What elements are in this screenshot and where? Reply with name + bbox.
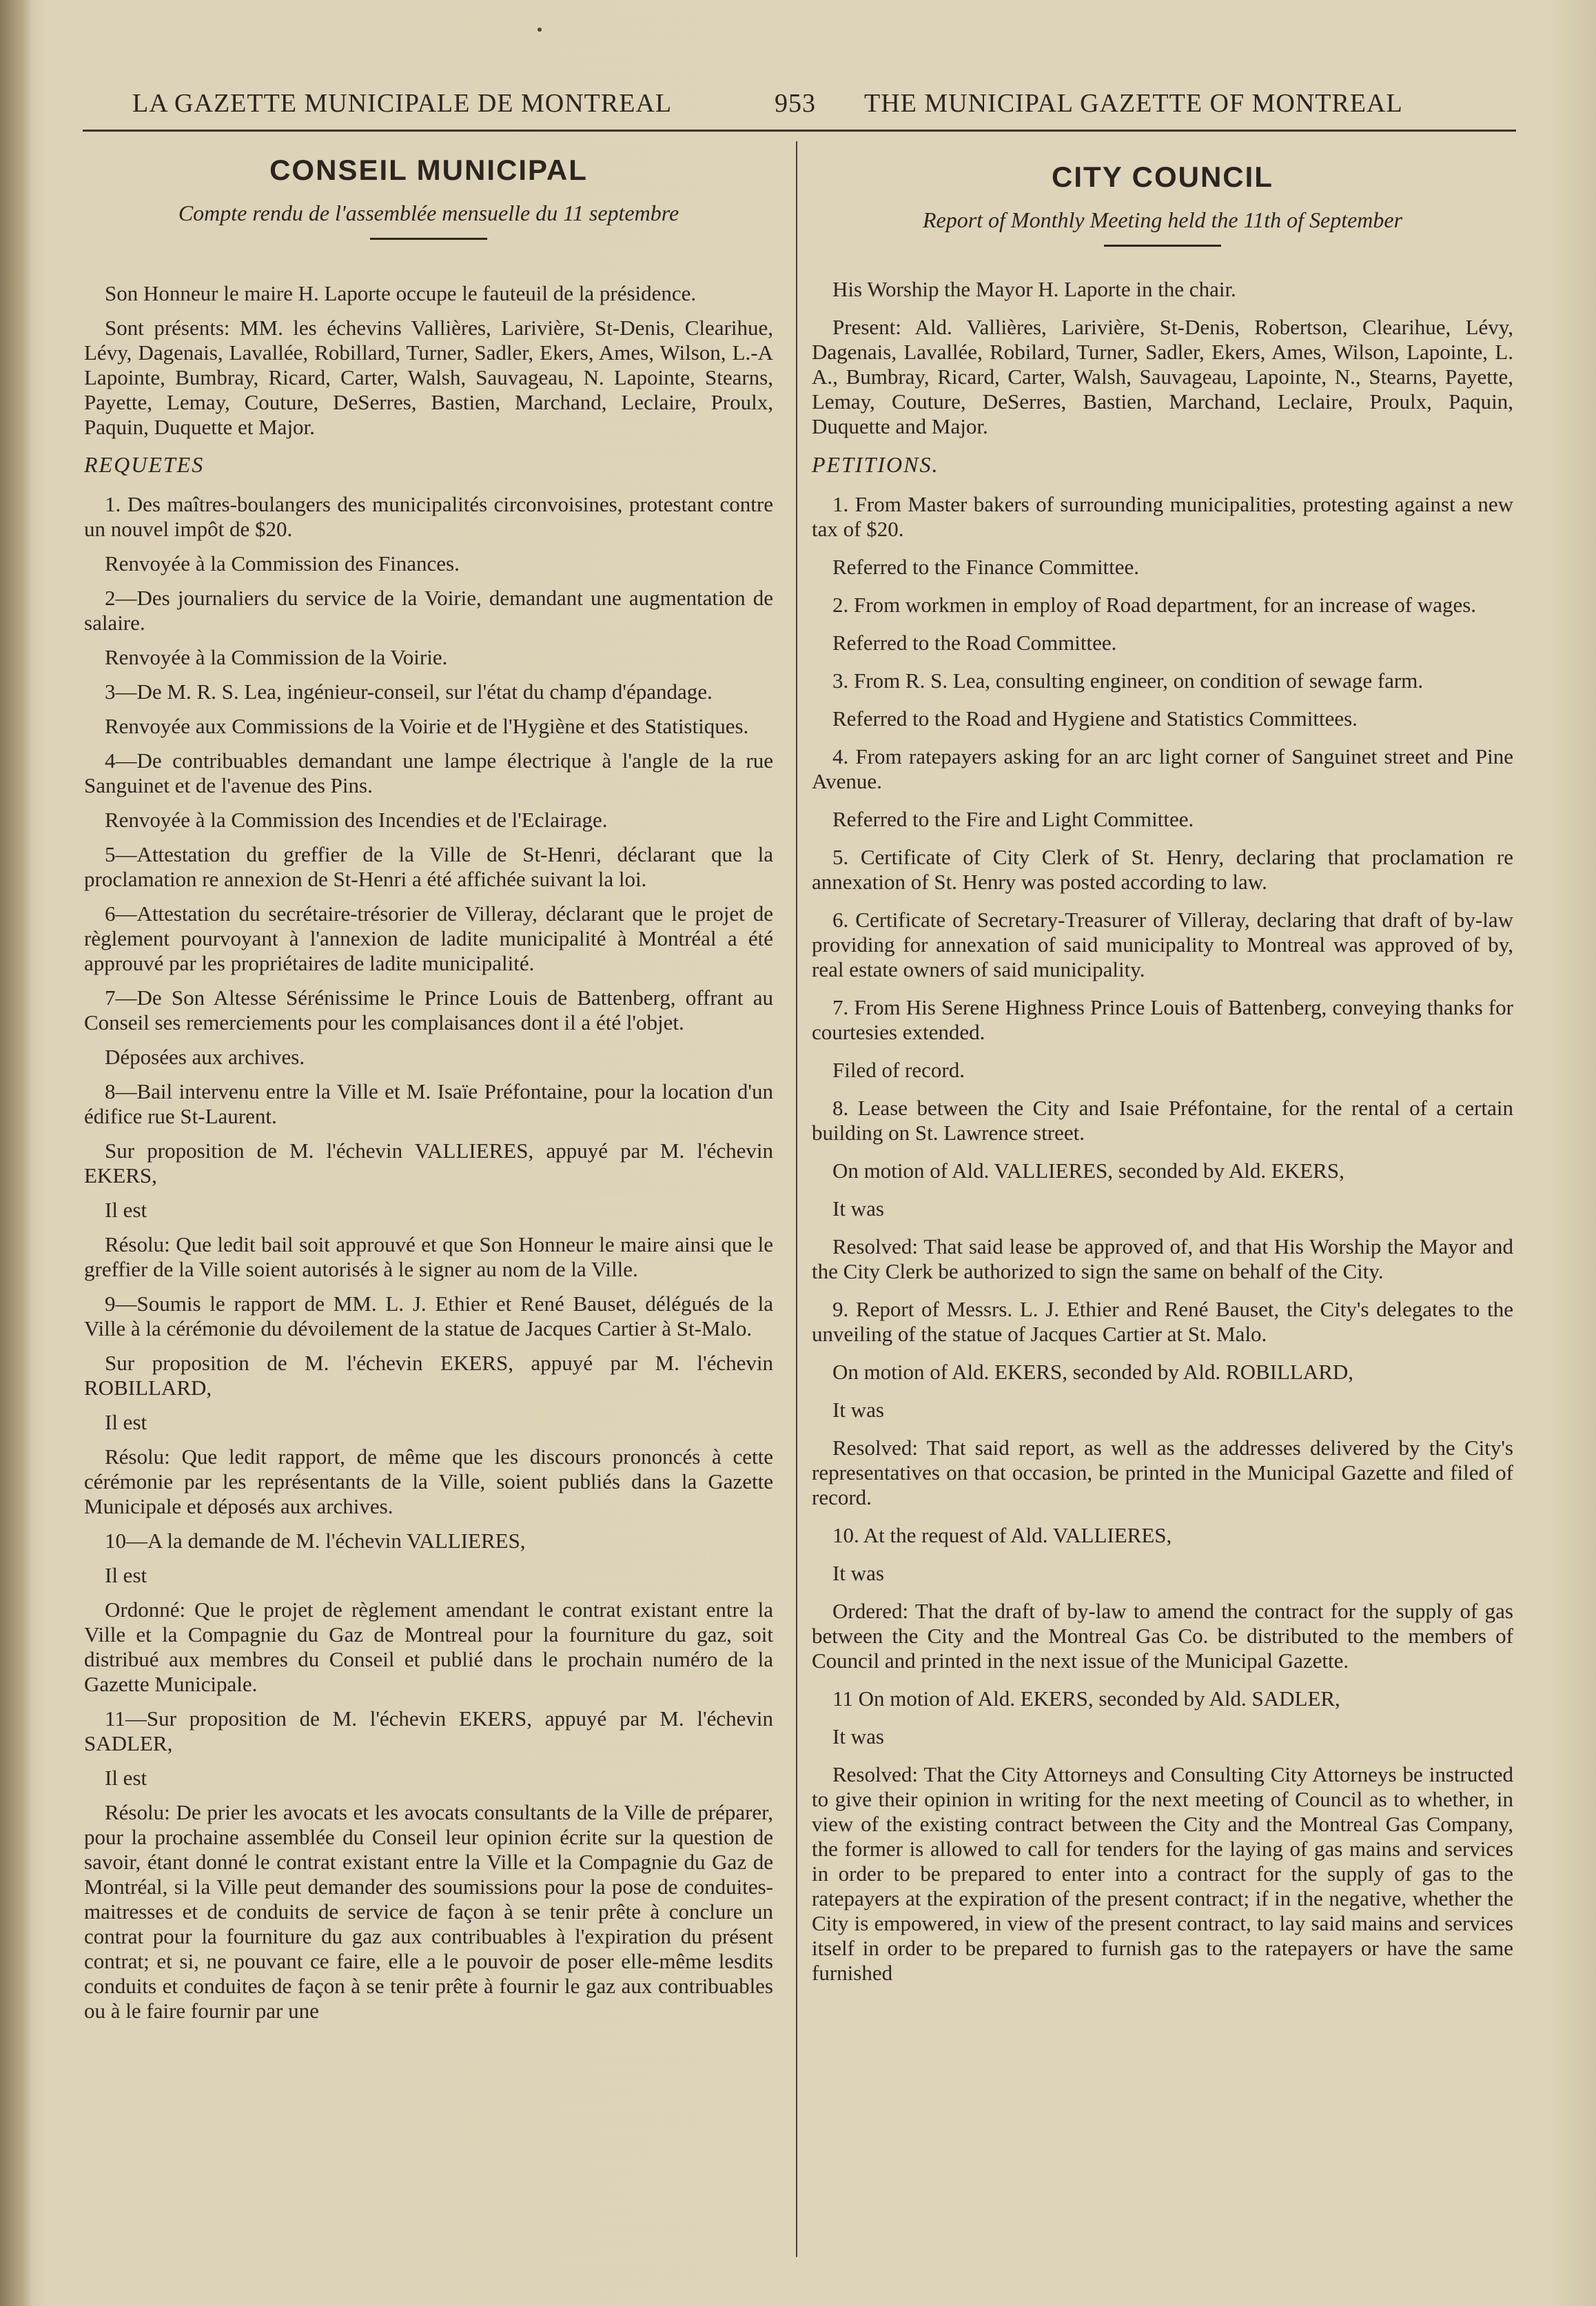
french-item: 5—Attestation du greffier de la Ville de St-Henri, déclarant que la proclamation re annexion de St-Henri a été affichée suivant la loi. [84,842,773,891]
french-item: Résolu: Que ledit bail soit approuvé et que Son Honneur le maire ainsi que le greffier de la Ville soient autorisés à le signer au nom de la Ville. [84,1232,773,1281]
english-petitions-heading: PETITIONS. [812,452,939,477]
french-item: Renvoyée à la Commission des Incendies et de l'Eclairage. [105,808,608,832]
english-item: 10. At the request of Ald. VALLIERES, [832,1523,1172,1547]
english-item: Referred to the Road and Hygiene and Statistics Committees. [832,706,1358,731]
english-item: 4. From ratepayers asking for an arc light corner of Sanguinet street and Pine Avenue. [812,744,1513,793]
english-intro-paragraph: His Worship the Mayor H. Laporte in the chair. [832,277,1236,301]
french-item: 8—Bail intervenu entre la Ville et M. Isaïe Préfontaine, pour la location d'un édifice rue St-Laurent. [84,1079,773,1128]
header-english-title: THE MUNICIPAL GAZETTE OF MONTREAL [864,89,1403,118]
english-item: It was [832,1398,884,1422]
english-item: On motion of Ald. EKERS, seconded by Ald. ROBILLARD, [832,1360,1354,1384]
header-french-title: LA GAZETTE MUNICIPALE DE MONTREAL [132,89,673,118]
english-item: 5. Certificate of City Clerk of St. Henry, declaring that proclamation re annexation of St. Henry was posted according to law. [812,845,1513,894]
french-item: 11—Sur proposition de M. l'échevin EKERS, appuyé par M. l'échevin SADLER, [84,1706,773,1755]
english-item: Ordered: That the draft of by-law to amend the contract for the supply of gas between the City and the Montreal Gas Co. be distributed to the members of Council and printed in the next issue of the Municipal Gazette. [812,1599,1513,1673]
french-item: Sur proposition de M. l'échevin VALLIERES, appuyé par M. l'échevin EKERS, [84,1139,773,1187]
french-item: Il est [105,1563,147,1587]
french-item: 1. Des maîtres-boulangers des municipalités circonvoisines, protestant contre un nouvel impôt de $20. [84,492,773,541]
french-item: Sur proposition de M. l'échevin EKERS, appuyé par M. l'échevin ROBILLARD, [84,1351,773,1400]
english-item: 3. From R. S. Lea, consulting engineer, on condition of sewage farm. [832,669,1424,693]
header-rule [83,130,1516,132]
french-column [84,155,773,2033]
french-item: Déposées aux archives. [105,1045,305,1069]
english-item: On motion of Ald. VALLIERES, seconded by Ald. EKERS, [832,1159,1344,1183]
french-intro-paragraph: Son Honneur le maire H. Laporte occupe le fauteuil de la présidence. [105,281,697,305]
english-item: 9. Report of Messrs. L. J. Ethier and René Bauset, the City's delegates to the unveiling of the statue of Jacques Cartier at St. Malo. [812,1297,1513,1346]
french-subtitle: Compte rendu de l'assemblée mensuelle du 11 septembre [178,201,679,225]
english-item: Resolved: That said report, as well as the addresses delivered by the City's representatives on that occasion, be printed in the Municipal Gazette and filed of record. [812,1436,1513,1509]
english-item: 1. From Master bakers of surrounding municipalities, protesting against a new tax of $20. [812,492,1513,541]
english-section-title: CITY COUNCIL [1052,161,1273,193]
french-title-rule [370,238,487,240]
french-item: 6—Attestation du secrétaire-trésorier de Villeray, déclarant que le projet de règlement pourvoyant à l'annexion de ladite municipalité à Montréal a été approuvé par les propriétaires de ladite municipalité. [84,901,773,975]
english-item: 6. Certificate of Secretary-Treasurer of Villeray, declaring that draft of by-law providing for annexation of said municipality to Montreal was approved of by, real estate owners of said municipality. [812,908,1513,981]
french-item: 3—De M. R. S. Lea, ingénieur-conseil, sur l'état du champ d'épandage. [105,680,713,704]
english-item: Referred to the Finance Committee. [832,555,1140,579]
english-item: 8. Lease between the City and Isaie Préfontaine, for the rental of a certain building on St. Lawrence street. [812,1096,1513,1145]
english-item: Filed of record. [832,1058,965,1082]
french-attendance-paragraph: Sont présents: MM. les échevins Vallières, Larivière, St-Denis, Clearihue, Lévy, Dagenais, Lavallée, Robillard, Turner, Sadler, Ekers, Ames, Wilson, L.-A Lapointe, Bumbray, Ricard, Carter, Walsh, Sauvageau, N. Lapointe, Stearns, Payette, Lemay, Couture, DeSerres, Bastien, Marchand, Leclaire, Proulx, Paquin, Duquette et Major. [84,316,773,439]
french-item: Renvoyée aux Commissions de la Voirie et de l'Hygiène et des Statistiques. [105,714,749,738]
english-item: 11 On motion of Ald. EKERS, seconded by Ald. SADLER, [832,1686,1340,1711]
english-item: Resolved: That the City Attorneys and Consulting City Attorneys be instructed to give their opinion in writing for the next meeting of Council as to whether, in view of the existing contract between the City and the Montreal Gas Company, the former is allowed to call for tenders for the laying of gas mains and services in order to be prepared to enter into a contract for the supply of gas to the ratepayers at the expiration of the present contract; if in the negative, whether the City is empowered, in view of the present contract, to lay said mains and services itself in order to be prepared to furnish gas to the ratepayers or have the same furnished [812,1762,1513,1985]
english-item: It was [832,1724,884,1748]
french-item: Il est [105,1410,147,1434]
french-item: Il est [105,1198,147,1222]
french-petitions-heading: REQUETES [84,452,205,477]
english-subtitle: Report of Monthly Meeting held the 11th of September [922,207,1403,232]
english-item: It was [832,1561,884,1585]
english-column [812,155,1513,1999]
english-item: Resolved: That said lease be approved of, and that His Worship the Mayor and the City Clerk be authorized to sign the same on behalf of the City. [812,1234,1513,1283]
french-item: Il est [105,1766,147,1790]
english-item: Referred to the Road Committee. [832,631,1117,655]
french-item: 2—Des journaliers du service de la Voirie, demandant une augmentation de salaire. [84,586,773,635]
french-item: Renvoyée à la Commission de la Voirie. [105,645,448,669]
french-item: Résolu: De prier les avocats et les avocats consultants de la Ville de préparer, pour la prochaine assemblée du Conseil leur opinion écrite sur la question de savoir, étant donné le contrat existant entre la Ville et la Compagnie du Gaz de Montréal, si la Ville peut demander des soumissions pour la pose de conduites-maitresses et de conduits de service de façon à se tenir prête à conclure un contrat pour la fourniture du gaz aux contribuables à l'expiration du présent contrat; et si, ne pouvant ce faire, elle a le pouvoir de poser elle-même lesdits conduits et conduites de façon à se tenir prête à fournir le gaz aux contribuables ou à le faire fournir par une [84,1800,773,2023]
english-item: 7. From His Serene Highness Prince Louis of Battenberg, conveying thanks for courtesies extended. [812,995,1513,1044]
french-item: 9—Soumis le rapport de MM. L. J. Ethier et René Bauset, délégués de la Ville à la cérémonie du dévoilement de la statue de Jacques Cartier à St-Malo. [84,1292,773,1340]
column-divider [796,141,797,2257]
binding-edge [0,0,32,2306]
page-number: 953 [775,89,816,118]
english-item: 2. From workmen in employ of Road department, for an increase of wages. [832,593,1477,617]
french-item: Ordonné: Que le projet de règlement amendant le contrat existant entre la Ville et la Compagnie du Gaz de Montreal pour la fourniture du gaz, soit distribué aux membres du Conseil et publié dans le prochain numéro de la Gazette Municipale. [84,1598,773,1696]
french-item: 4—De contribuables demandant une lampe électrique à l'angle de la rue Sanguinet et de l'avenue des Pins. [84,748,773,797]
french-item: Renvoyée à la Commission des Finances. [105,551,460,575]
ink-dot [538,28,542,32]
french-item: 10—A la demande de M. l'échevin VALLIERES, [105,1529,526,1553]
french-section-title: CONSEIL MUNICIPAL [269,154,588,186]
english-attendance-paragraph: Present: Ald. Vallières, Larivière, St-Denis, Robertson, Clearihue, Lévy, Dagenais, Lavallée, Robilard, Turner, Sadler, Ekers, Ames, Wilson, Lapointe, L. A., Bumbray, Ricard, Carter, Walsh, Sauvageau, Lapointe, N., Stearns, Payette, Lemay, Couture, DeSerres, Bastien, Marchand, Leclaire, Proulx, Paquin, Duquette and Major. [812,315,1513,438]
english-item: Referred to the Fire and Light Committee. [832,807,1194,831]
french-item: Résolu: Que ledit rapport, de même que les discours prononcés à cette cérémonie par les représentants de la Ville, soient publiés dans la Gazette Municipale et déposés aux archives. [84,1445,773,1518]
french-item: 7—De Son Altesse Sérénissime le Prince Louis de Battenberg, offrant au Conseil ses remerciements pour les complaisances dont il a été l'objet. [84,986,773,1034]
english-item: It was [832,1196,884,1221]
english-title-rule [1104,245,1221,247]
